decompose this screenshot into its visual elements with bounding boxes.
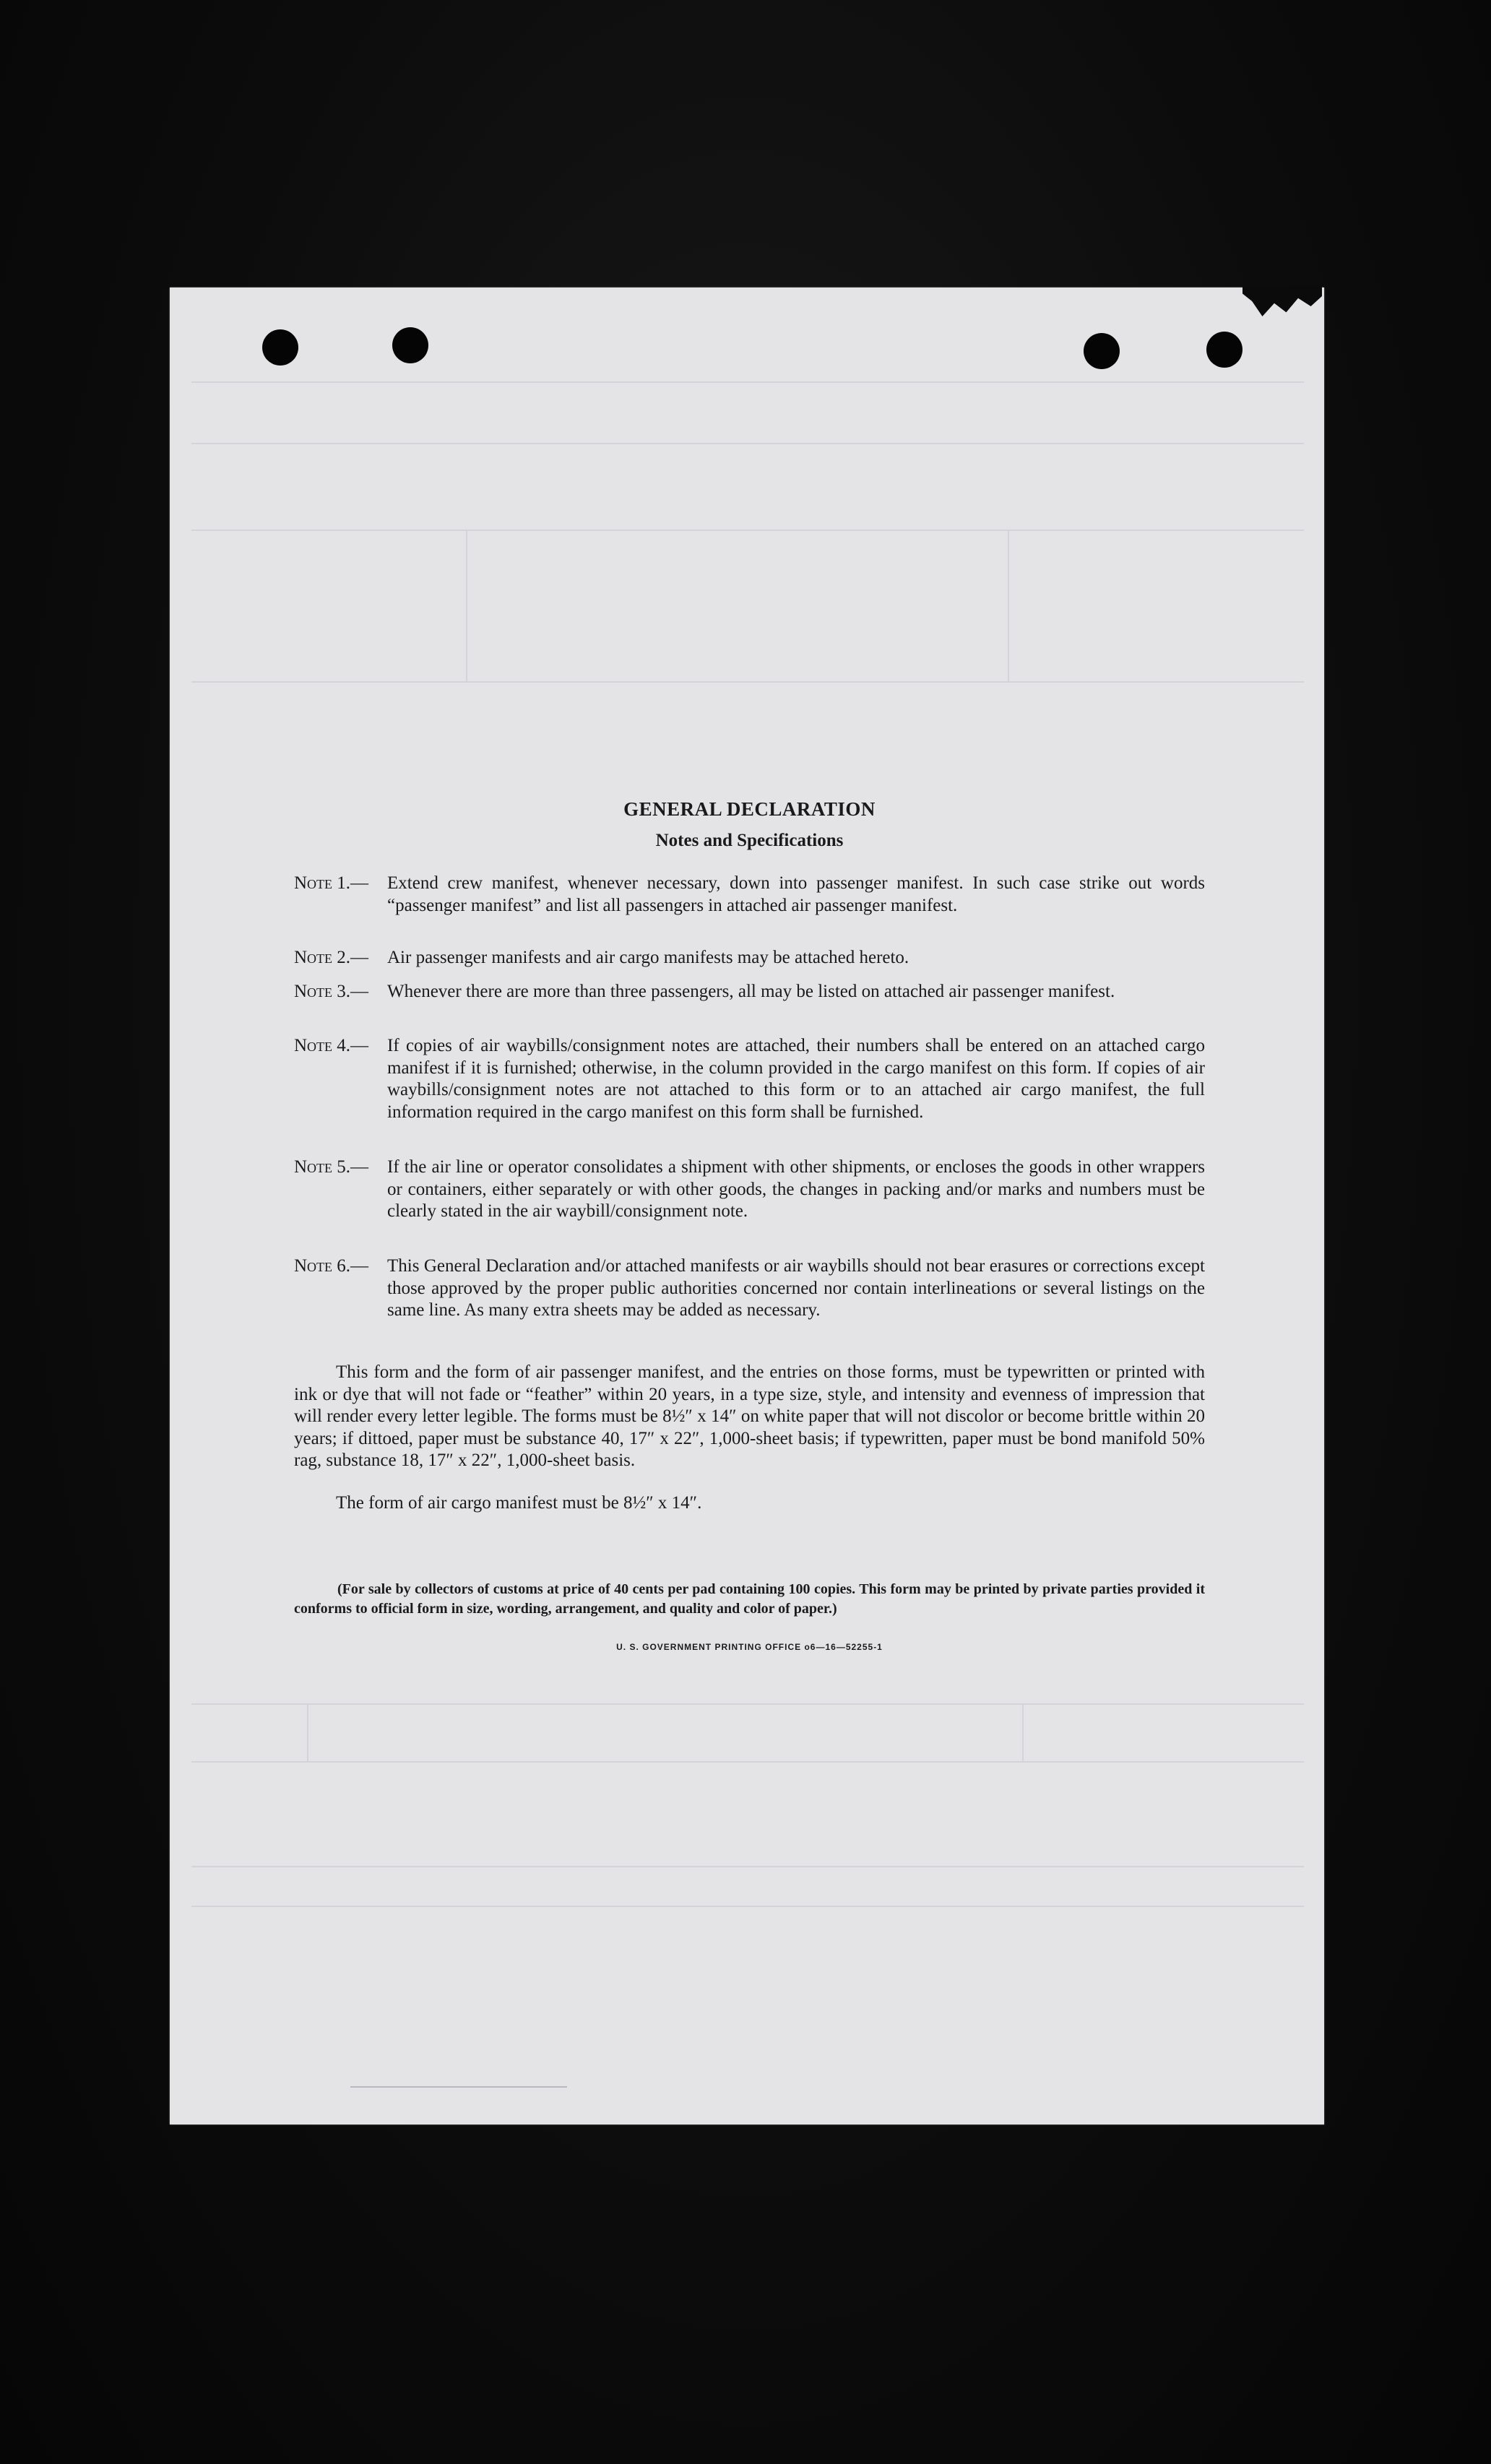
bleed-through-rule (191, 1906, 1304, 1907)
form-specifications-paragraph: This form and the form of air passenger manifest, and the entries on those forms, must be typewritten or printed with ink or dye that will not fade or “feather” within 20 years, in a type size, style, and intensity and evenness of impression that will render every letter legible. The forms must be 8½″ x 14″ on white paper that will not discolor or become brittle within 20 years; if dittoed, paper must be substance 40, 17″ x 22″, 1,000-sheet basis; if typewritten, paper must be bond manifold 50% rag, substance 18, 17″ x 22″, 1,000-sheet basis. (294, 1362, 1205, 1470)
punch-hole (1206, 332, 1242, 368)
bleed-through-signature (350, 2086, 567, 2088)
bleed-through-rule (191, 529, 1304, 531)
note-label: Note 1.— (294, 873, 369, 893)
bleed-through-rule (191, 681, 1304, 683)
document-title: GENERAL DECLARATION (623, 798, 876, 820)
punch-hole (262, 329, 298, 366)
note-3 (294, 981, 1205, 1003)
note-6 (294, 1255, 1205, 1322)
document-subtitle: Notes and Specifications (655, 831, 844, 850)
note-text: Extend crew manifest, whenever necessary, down into passenger manifest. In such case strike out words “passenger manifest” and list all passengers in attached air passenger manifest. (387, 873, 1205, 915)
note-5 (294, 1157, 1205, 1223)
bleed-through-rule (1008, 529, 1009, 681)
note-1 (294, 873, 1205, 917)
note-2 (294, 947, 1205, 969)
bleed-through-rule (191, 1761, 1304, 1763)
note-text: If copies of air waybills/consignment notes are attached, their numbers shall be entered on an attached cargo manifest if it is furnished; otherwise, in the column provided in the cargo manifest on this form. If copies of air waybills/consignment notes are not attached to this form or to an attached air cargo manifest, the full information required in the cargo manifest on this form shall be furnished. (387, 1036, 1205, 1122)
note-text: If the air line or operator consolidates a shipment with other shipments, or encloses the goods in other wrappers or containers, either separately or with other goods, the changes in packing and/or marks and numbers must be clearly stated in the air waybill/consignment note. (387, 1157, 1205, 1221)
note-text: Whenever there are more than three passengers, all may be listed on attached air passenger manifest. (387, 982, 1115, 1001)
note-label: Note 6.— (294, 1256, 369, 1276)
printer-imprint: U. S. GOVERNMENT PRINTING OFFICE o6—16—52255-1 (616, 1642, 883, 1652)
bleed-through-rule (191, 1866, 1304, 1867)
bleed-through-rule (1022, 1703, 1024, 1761)
note-label: Note 5.— (294, 1157, 369, 1177)
bleed-through-rule (191, 381, 1304, 383)
note-text: Air passenger manifests and air cargo manifests may be attached hereto. (387, 948, 909, 967)
note-label: Note 4.— (294, 1036, 369, 1055)
note-label: Note 3.— (294, 982, 369, 1001)
bleed-through-rule (191, 1703, 1304, 1705)
sale-notice: (For sale by collectors of customs at price of 40 cents per pad containing 100 copies. This form may be printed by private parties provided it conforms to official form in size, wording, arrangement, and quality and color of paper.) (294, 1581, 1205, 1617)
note-4 (294, 1035, 1205, 1123)
bleed-through-rule (307, 1703, 308, 1761)
cargo-manifest-size-line: The form of air cargo manifest must be 8½″ x 14″. (336, 1493, 702, 1513)
punch-hole (392, 327, 428, 363)
note-text: This General Declaration and/or attached manifests or air waybills should not bear erasures or corrections except those approved by the proper public authorities concerned nor contain interlineations or several listings on the same line. As many extra sheets may be added as necessary. (387, 1256, 1205, 1320)
bleed-through-rule (191, 443, 1304, 444)
note-label: Note 2.— (294, 948, 369, 967)
bleed-through-rule (466, 529, 467, 681)
punch-hole (1084, 333, 1120, 369)
